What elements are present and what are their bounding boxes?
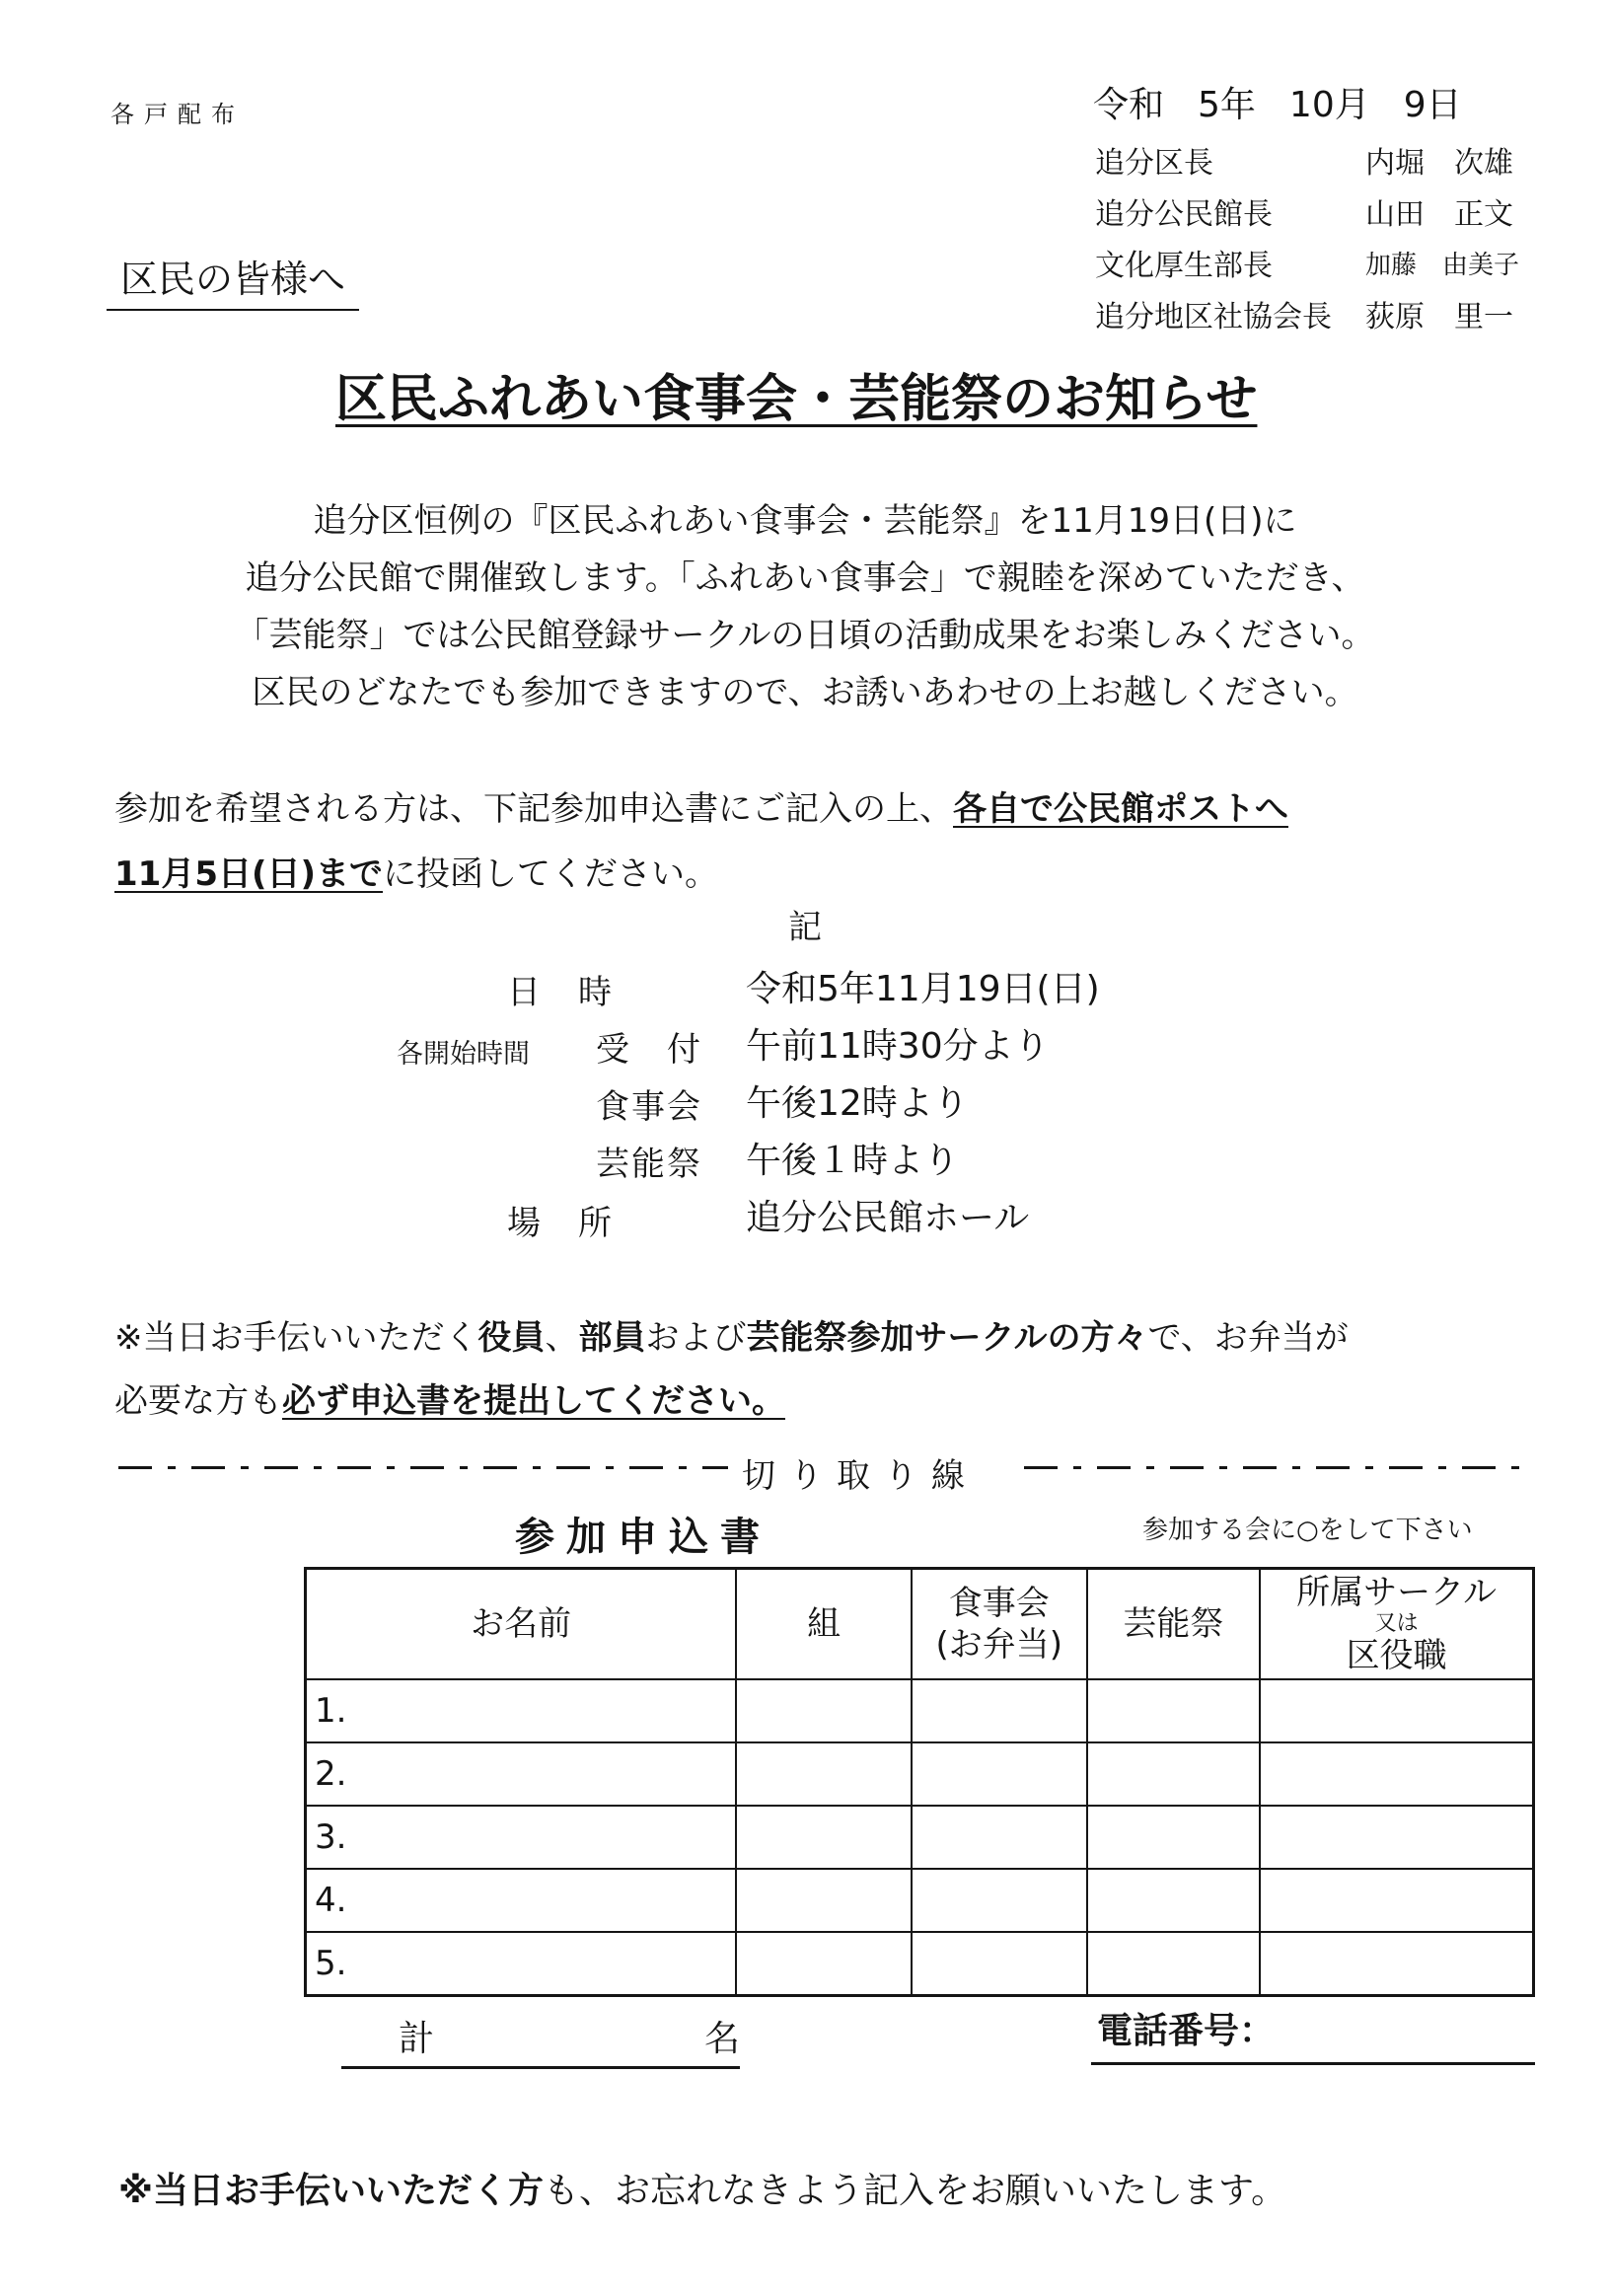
page-title: 区民ふれあい食事会・芸能祭のお知らせ <box>335 370 1258 429</box>
header-circle-line-1: 所属サークル <box>1296 1572 1498 1612</box>
header-circle-line-3: 区役職 <box>1346 1636 1447 1675</box>
total-unit: 名 <box>704 2019 741 2059</box>
date-year: 5年 <box>1198 85 1256 125</box>
row-meal-cell[interactable] <box>912 1679 1087 1742</box>
signatory-role-4: 追分地区社協会長 <box>1095 300 1332 334</box>
row-group-cell[interactable] <box>736 1742 912 1806</box>
start-times-label: 各開始時間 <box>397 1039 530 1070</box>
row-meal-cell[interactable] <box>912 1869 1087 1932</box>
helper-note-text: ※当日お手伝いいただく <box>114 1318 478 1358</box>
intro-line-2: 追分公民館で開催致します。「ふれあい食事会」で親睦を深めていただき、 <box>245 558 1365 598</box>
total-count <box>399 2011 740 2061</box>
festival-label: 芸能祭 <box>596 1145 702 1184</box>
application-line-1 <box>114 781 1288 830</box>
distribution-note: 各戸配布 <box>110 101 245 128</box>
place-label: 場 所 <box>507 1204 614 1243</box>
intro-line-3: 「芸能祭」では公民館登録サークルの日頃の活動成果をお楽しみください。 <box>235 616 1375 655</box>
helper-note-circles: 芸能祭参加サークルの方々 <box>746 1318 1148 1358</box>
meal-value: 午後12時より <box>746 1083 969 1124</box>
reception-label: 受 付 <box>596 1030 702 1070</box>
row-name-cell[interactable]: 4. <box>306 1869 737 1932</box>
phone-label: 電話番号： <box>1097 2011 1276 2051</box>
row-meal-cell[interactable] <box>912 1806 1087 1869</box>
row-meal-cell[interactable] <box>912 1932 1087 1996</box>
reception-value: 午前11時30分より <box>746 1026 1050 1067</box>
table-header-row <box>306 1569 1534 1680</box>
form-hint: 参加する会に○をして下さい <box>1142 1516 1473 1545</box>
footer-note-emph: ※当日お手伝いいただく方 <box>118 2171 544 2211</box>
intro-line-4: 区民のどなたでも参加できますので、お誘いあわせの上お越しください。 <box>252 673 1358 712</box>
signatory-role-3: 文化厚生部長 <box>1095 249 1273 283</box>
table-row <box>306 1932 1534 1996</box>
form-title: 参加申込書 <box>515 1515 771 1560</box>
row-circle-cell[interactable] <box>1260 1869 1533 1932</box>
row-circle-cell[interactable] <box>1260 1742 1533 1806</box>
place-value: 追分公民館ホール <box>746 1198 1030 1238</box>
header-name: お名前 <box>306 1569 737 1680</box>
helper-note-needed: 必要な方も <box>114 1381 282 1421</box>
helper-note-line-1 <box>114 1310 1349 1359</box>
table-row <box>306 1869 1534 1932</box>
total-underline[interactable] <box>341 2066 740 2069</box>
addressee: 区民の皆様へ <box>107 249 359 311</box>
row-circle-cell[interactable] <box>1260 1932 1533 1996</box>
helper-note-and: および <box>645 1318 747 1358</box>
cut-line-label: 切り取り線 <box>742 1448 979 1497</box>
header-circle <box>1260 1569 1533 1680</box>
ki-heading: 記 <box>788 908 822 947</box>
helper-note-bento: で、お弁当が <box>1147 1318 1349 1358</box>
signatory-role-2: 追分公民館長 <box>1095 197 1273 232</box>
header-festival: 芸能祭 <box>1087 1569 1261 1680</box>
date-month: 10月 <box>1288 85 1370 125</box>
datetime-label: 日 時 <box>507 973 614 1012</box>
application-deadline-date: 11月5日(日)まで <box>114 854 384 894</box>
header-meal-line-2: (お弁当) <box>935 1625 1063 1665</box>
row-group-cell[interactable] <box>736 1932 912 1996</box>
row-group-cell[interactable] <box>736 1869 912 1932</box>
helper-note-comma: 、 <box>545 1318 579 1358</box>
row-group-cell[interactable] <box>736 1679 912 1742</box>
table-row <box>306 1742 1534 1806</box>
application-text-end: に投函してください。 <box>383 854 719 894</box>
row-festival-cell[interactable] <box>1087 1932 1261 1996</box>
row-festival-cell[interactable] <box>1087 1806 1261 1869</box>
phone-underline[interactable] <box>1091 2062 1535 2065</box>
row-group-cell[interactable] <box>736 1806 912 1869</box>
signatory-name-1: 内堀 次雄 <box>1365 146 1513 181</box>
row-festival-cell[interactable] <box>1087 1742 1261 1806</box>
signatory-name-4: 荻原 里一 <box>1365 300 1513 334</box>
header-circle-line-2: 又は <box>1374 1611 1419 1636</box>
row-name-cell[interactable]: 5. <box>306 1932 737 1996</box>
header-meal-line-1: 食事会 <box>948 1583 1050 1623</box>
footer-note <box>118 2163 1286 2213</box>
datetime-value: 令和5年11月19日(日) <box>746 969 1100 1009</box>
helper-note-members: 部員 <box>578 1318 646 1358</box>
header-meal <box>912 1569 1087 1680</box>
application-form-table <box>304 1567 1535 1997</box>
helper-note-officers: 役員 <box>477 1318 546 1358</box>
row-meal-cell[interactable] <box>912 1742 1087 1806</box>
row-festival-cell[interactable] <box>1087 1869 1261 1932</box>
row-name-cell[interactable]: 2. <box>306 1742 737 1806</box>
application-line-2 <box>114 847 718 895</box>
date-era: 令和 <box>1093 85 1165 125</box>
row-name-cell[interactable]: 3. <box>306 1806 737 1869</box>
application-deadline-place: 各自で公民館ポストへ <box>953 789 1288 829</box>
application-text: 参加を希望される方は、下記参加申込書にご記入の上、 <box>114 789 953 829</box>
table-row <box>306 1806 1534 1869</box>
row-name-cell[interactable]: 1. <box>306 1679 737 1742</box>
footer-note-rest: も、お忘れなきよう記入をお願いいたします。 <box>544 2171 1287 2211</box>
signatory-role-1: 追分区長 <box>1095 146 1213 181</box>
total-label: 計 <box>399 2019 435 2059</box>
intro-line-1: 追分区恒例の『区民ふれあい食事会・芸能祭』を11月19日(日)に <box>313 501 1297 541</box>
festival-value: 午後１時より <box>746 1141 960 1181</box>
helper-note-line-2 <box>114 1373 785 1422</box>
date-day: 9日 <box>1403 85 1462 125</box>
header-group: 組 <box>736 1569 912 1680</box>
signatory-name-3: 加藤 由美子 <box>1365 251 1520 280</box>
row-festival-cell[interactable] <box>1087 1679 1261 1742</box>
issue-date <box>1093 77 1462 127</box>
row-circle-cell[interactable] <box>1260 1806 1533 1869</box>
row-circle-cell[interactable] <box>1260 1679 1533 1742</box>
signatory-name-2: 山田 正文 <box>1365 197 1513 232</box>
meal-label: 食事会 <box>596 1087 702 1127</box>
table-row <box>306 1679 1534 1742</box>
helper-note-submit: 必ず申込書を提出してください。 <box>282 1381 785 1421</box>
